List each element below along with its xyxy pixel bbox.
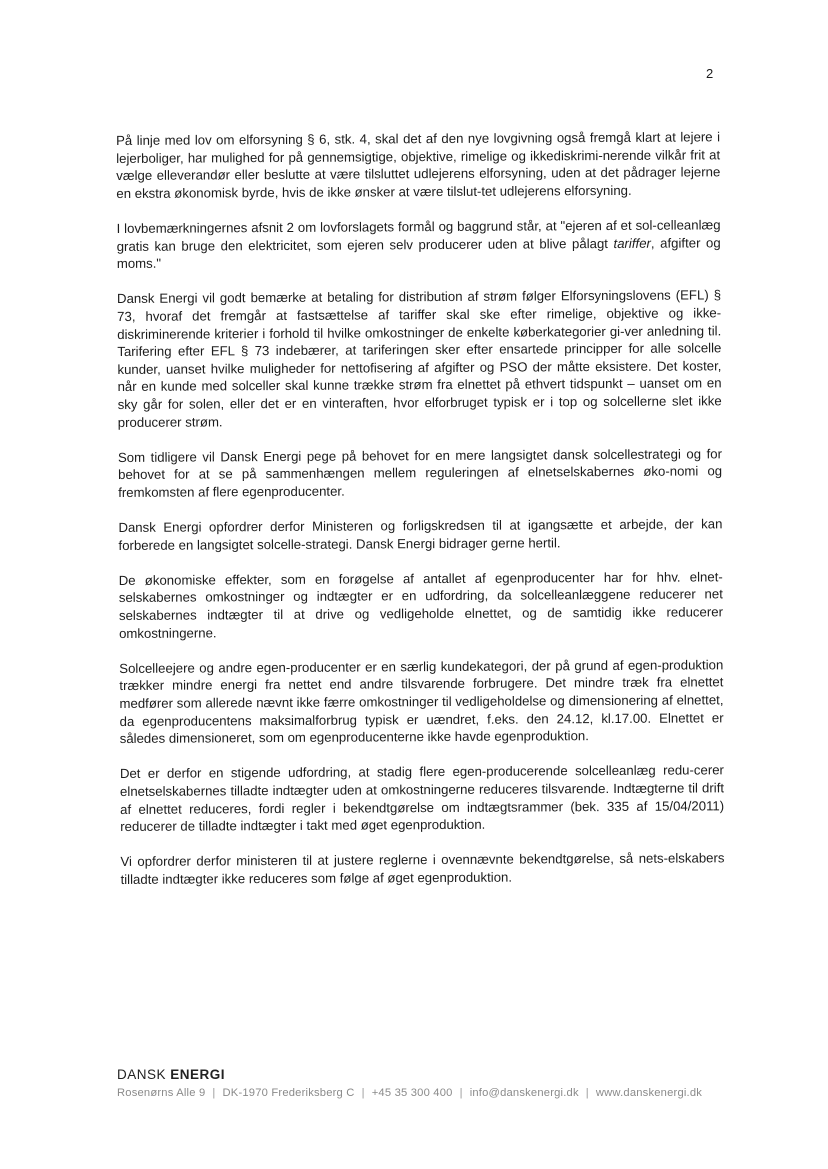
brand-logo [117,1067,727,1082]
paragraph-law-remarks [117,216,721,272]
paragraph-rising-challenge: Det er derfor en stigende udfordring, at stadig flere egen-producerende solcelleanlæg redu-cerer elnetselskabernes tilladte indtægter uden at omkostningerne reduceres tilsvarende. Indtægterne til drift af elnettet reduceres, fordi regler i bekendtgørelse om indtægtsrammer (bek. 335 af 15/04/2011) reducerer de tilladte indtægter i takt med øget egenproduktion. [119,762,725,835]
paragraph-call-to-minister: Dansk Energi opfordrer derfor Ministeren og forligskredsen til at igangsætte et arbejde, der kan forberede en langsigtet solcelle-strategi. Dansk Energi bidrager gerne hertil. [118,516,723,553]
separator: | [361,1087,365,1099]
emphasis-tariffer: tariffer [613,235,651,251]
brand-name-bold: ENERGI [170,1067,226,1082]
email-text: info@danskenergi.dk [469,1087,579,1099]
letterhead-footer [117,1067,727,1099]
separator: | [212,1087,216,1099]
brand-name-light: DANSK [117,1067,167,1082]
city-text: DK-1970 Frederiksberg C [222,1087,355,1099]
paragraph-solar-strategy: Som tidligere vil Dansk Energi pege på behovet for en mere langsigtet dansk solcellestrategi og for behovet for at se på sammenhængen mellem reguleringen af elnetselskabernes øko-nomi og fremkomsten af flere egenproducenter. [117,445,723,500]
paragraph-self-producers: Solcelleejere og andre egen-producenter er en særlig kundekategori, der på grund af egen-produktion trækker mindre energi fra nettet end andre tilsvarende forbrugere. Det mindre træk fra elnettet medfører som allerede nævnt ikke færre omkostninger til vedligeholdelse og dimensionering af elnettet, da egenproducentens maksimalforbrug typisk er uændret, f.eks. den 24.12, kl.17.00. Elnettet er således dimensioneret, som om egenproducenterne ikke havde egenproduktion. [119,657,724,747]
paragraph-tenant-rights: På linje med lov om elforsyning § 6, stk. 4, skal det af den nye lovgivning også fremgå klart at lejere i lejerboliger, har mulighed for på gennemsigtige, objektive, rimelige og ikkediskrimi-nerende vilkår frit at vælge elleverandør eller beslutte at være tilsluttet udlejerens elforsyning, uden at det pådrager lejerne en ekstra økonomisk byrde, hvis de ikke ønsker at være tilslut-tet udlejerens elforsyning. [116,129,721,201]
address-text: Rosenørns Alle 9 [117,1087,206,1099]
phone-text: +45 35 300 400 [371,1087,453,1099]
website-text: www.danskenergi.dk [595,1087,703,1099]
separator: | [585,1087,589,1099]
contact-line [117,1087,727,1099]
paragraph-efl-73: Dansk Energi vil godt bemærke at betaling for distribution af strøm følger Elforsyningslovens (EFL) § 73, hvoraf det fremgår at fastsættelse af tariffer skal ske efter rimelige, objektive og ikke-diskriminerende kriterier i forhold til hvilke omkostninger de enkelte køberkategorier gi-ver anledning til. Tarifering efter EFL § 73 indebærer, at tariferingen sker efter ensartede principper for alle solcelle kunder, uanset hvilke muligheder for nettofisering af afgifter og PSO der måtte eksistere. Det koster, når en kunde med solceller skal kunne trække strøm fra elnettet på ethvert tidspunkt – uanset om en sky går for solen, eller det er en vinteraften, hvor elforbruget typisk er i top og solcellerne slet ikke producerer strøm. [116,287,722,430]
letter-body [116,128,725,906]
separator: | [459,1087,463,1099]
page-number: 2 [706,66,714,81]
paragraph-economic-effects: De økonomiske effekter, som en forøgelse af antallet af egenproducenter har for hhv. elnet-selskabernes omkostninger og indtægter er en udfordring, da solcelleanlæggene reducerer net selskabernes indtægter til at drive og vedligeholde elnettet, og de samtidig ikke reducerer omkostningerne. [118,569,723,641]
paragraph-law-remarks-start: I lovbemærkningernes afsnit 2 om lovforslagets formål og baggrund står, at "ejeren af et sol-celleanlæg gratis kan bruge den elektricitet, som ejeren selv producerer uden at blive pålagt [116,217,721,254]
paragraph-adjust-rules: Vi opfordrer derfor ministeren til at justere reglerne i ovennævnte bekendtgørelse, så nets-elskabers tilladte indtægter ikke reduceres som følge af øget egenproduktion. [120,850,725,887]
paragraph-law-remarks-end: , afgifter og moms." [116,234,721,272]
